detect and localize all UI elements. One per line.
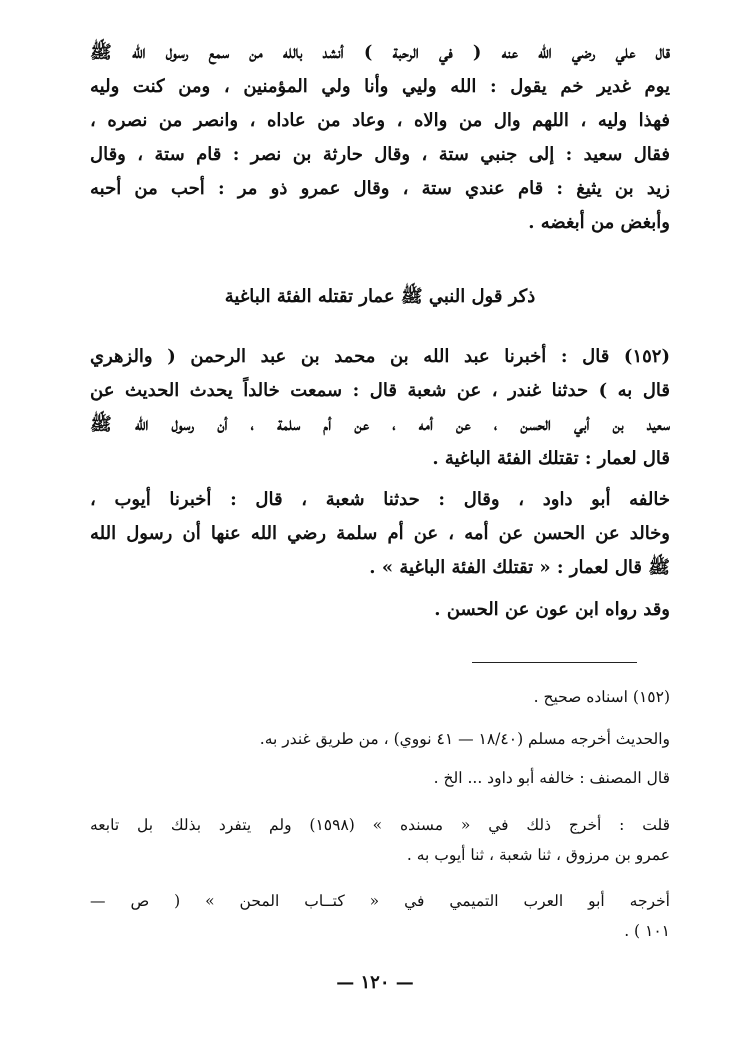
text-line: وأبغض من أبغضه .: [528, 212, 670, 233]
khalafahu-paragraph: [90, 483, 670, 585]
footnote-2: [90, 724, 670, 754]
footnote-line: ١٠١ ) .: [624, 922, 670, 940]
text-line: قال علي رضي الله عنه ( في الرحبة ) أنشد بالله من سمع رسول الله ﷺ: [90, 42, 670, 63]
section-heading: ذكر قول النبي ﷺ عمار تقتله الفئة الباغية: [224, 286, 536, 307]
footnote-3: [90, 763, 670, 793]
footnote-divider: [472, 662, 637, 663]
text-line: يوم غدير خم يقول : الله وليي وأنا ولي المؤمنين ، ومن كنت وليه: [90, 76, 670, 97]
text-line: قال لعمار : تقتلك الفئة الباغية .: [432, 448, 670, 469]
footnote-line: عمرو بن مرزوق ، ثنا شعبة ، ثنا أيوب به .: [406, 846, 670, 864]
footnote-line: قال المصنف : خالفه أبو داود ... الخ .: [433, 769, 670, 787]
text-line: فقال سعيد : إلى جنبي ستة ، وقال حارثة بن نصر : قام ستة ، وقال: [90, 144, 670, 165]
text-line: سعيد بن أبي الحسن ، عن أمه ، عن أم سلمة ، أن رسول الله ﷺ: [90, 414, 670, 435]
hadith-paragraph: [90, 340, 670, 476]
text-line: قال به ) حدثنا غندر ، عن شعبة قال : سمعت خالداً يحدث الحديث عن: [90, 380, 670, 401]
text-line: وخالد عن الحسن عن أمه ، عن أم سلمة رضي الله عنها أن رسول الله: [90, 523, 670, 544]
text-line: (١٥٢) قال : أخبرنا عبد الله بن محمد بن عبد الرحمن ( والزهري: [90, 346, 670, 367]
footnote-line: أخرجه أبو العرب التميمي في « كتــاب المحن » ( ص —: [90, 892, 670, 910]
page-number: — ١٢٠ —: [336, 972, 414, 993]
intro-paragraph: [90, 36, 670, 240]
text-line: زيد بن يثيغ : قام عندي ستة ، وقال عمرو ذو مر : أحب من أحبه: [90, 178, 670, 199]
text-line: فهذا وليه ، اللهم وال من والاه ، وعاد من عاداه ، وانصر من نصره ،: [90, 110, 670, 131]
footnote-line: والحديث أخرجه مسلم (١٨/٤٠ — ٤١ نووي) ، من طريق غندر به.: [259, 730, 670, 748]
text-line: خالفه أبو داود ، وقال : حدثنا شعبة ، قال : أخبرنا أيوب ،: [90, 489, 670, 510]
footnote-4: [90, 810, 670, 870]
footnote-line: (١٥٢) اسناده صحيح .: [533, 688, 670, 706]
footnote-1: [90, 682, 670, 712]
text-line: ﷺ قال لعمار : « تقتلك الفئة الباغية » .: [369, 557, 670, 578]
footnote-5: [90, 886, 670, 946]
rawahu-paragraph: [90, 593, 670, 627]
text-line: وقد رواه ابن عون عن الحسن .: [434, 599, 670, 620]
footnote-line: قلت : أخرج ذلك في « مسنده » (١٥٩٨) ولم يتفرد بذلك بل تابعه: [90, 816, 670, 834]
